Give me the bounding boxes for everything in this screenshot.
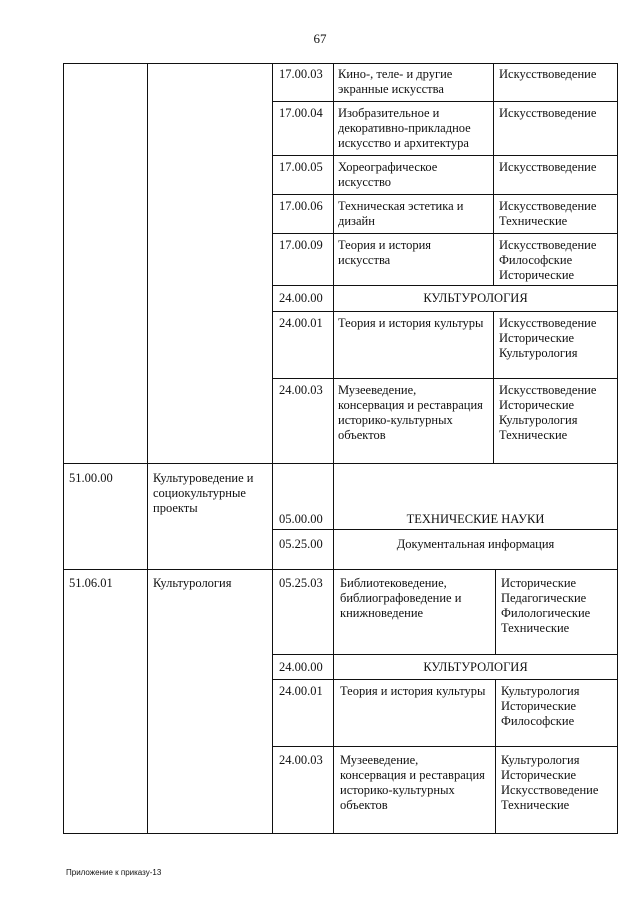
- table-border-right: [617, 63, 618, 833]
- science-branch-cell: Искусствоведение Философские Исторические: [499, 238, 597, 282]
- science-branch-cell: Культурология Исторические Философские: [501, 684, 580, 728]
- row-divider: [272, 194, 618, 195]
- specialty-code-cell: 51.06.01: [69, 576, 113, 590]
- column-divider-spec: [147, 63, 148, 833]
- science-branch-cell: Искусствоведение: [499, 160, 597, 174]
- column-divider-science: [493, 311, 494, 463]
- code-cell: 05.00.00: [279, 512, 323, 526]
- row-divider: [272, 529, 618, 530]
- row-divider: [272, 679, 618, 680]
- row-divider: [272, 311, 618, 312]
- row-divider: [272, 746, 618, 747]
- discipline-name-cell: Теория и история искусства: [338, 238, 432, 267]
- row-divider: [272, 654, 618, 655]
- section-divider: [63, 569, 618, 570]
- row-divider: [272, 155, 618, 156]
- science-branch-cell: Искусствоведение Исторические Культурология Технические: [499, 383, 597, 442]
- group-heading: ТЕХНИЧЕСКИЕ НАУКИ: [406, 512, 545, 526]
- code-cell: 17.00.05: [279, 160, 323, 174]
- code-cell: 17.00.03: [279, 67, 323, 81]
- row-divider: [272, 233, 618, 234]
- table-border-left: [63, 63, 64, 833]
- column-divider-code: [272, 63, 273, 833]
- science-branch-cell: Исторические Педагогические Филологические Технические: [501, 576, 591, 635]
- code-cell: 24.00.00: [279, 660, 323, 674]
- code-cell: 24.00.01: [279, 316, 323, 330]
- science-branch-cell: Искусствоведение Технические: [499, 199, 597, 228]
- specialty-name-cell: Культуроведение и социокультурные проекты: [153, 471, 254, 515]
- column-divider-science: [495, 569, 496, 654]
- column-divider-science: [493, 63, 494, 285]
- group-heading: КУЛЬТУРОЛОГИЯ: [423, 291, 528, 305]
- code-cell: 05.25.00: [279, 537, 323, 551]
- table-border-bottom: [63, 833, 618, 834]
- column-divider-name: [333, 63, 334, 833]
- row-divider: [272, 378, 618, 379]
- discipline-name-cell: Библиотековедение, библиографоведение и книжноведение: [340, 576, 462, 620]
- science-branch-cell: Искусствоведение: [499, 106, 597, 120]
- section-divider: [63, 463, 618, 464]
- group-heading: Документальная информация: [396, 537, 555, 551]
- code-cell: 17.00.06: [279, 199, 323, 213]
- discipline-name-cell: Музееведение, консервация и реставрация историко-культурных объектов: [340, 753, 485, 812]
- science-branch-cell: Искусствоведение Исторические Культурология: [499, 316, 597, 360]
- discipline-name-cell: Техническая эстетика и дизайн: [338, 199, 464, 228]
- code-cell: 24.00.03: [279, 383, 323, 397]
- discipline-name-cell: Теория и история культуры: [338, 316, 484, 330]
- group-heading: КУЛЬТУРОЛОГИЯ: [423, 660, 528, 674]
- code-cell: 24.00.00: [279, 291, 323, 305]
- discipline-name-cell: Кино-, теле- и другие экранные искусства: [338, 67, 453, 96]
- specialty-code-cell: 51.00.00: [69, 471, 113, 485]
- row-divider: [272, 285, 618, 286]
- discipline-name-cell: Теория и история культуры: [340, 684, 486, 698]
- code-cell: 24.00.01: [279, 684, 323, 698]
- science-branch-cell: Искусствоведение: [499, 67, 597, 81]
- footer-note: Приложение к приказу-13: [66, 868, 162, 877]
- code-cell: 05.25.03: [279, 576, 323, 590]
- specialty-name-cell: Культурология: [153, 576, 232, 590]
- code-cell: 17.00.09: [279, 238, 323, 252]
- row-divider: [272, 101, 618, 102]
- discipline-name-cell: Изобразительное и декоративно-прикладное искусство и архитектура: [338, 106, 471, 150]
- specialty-table: [63, 63, 618, 833]
- page-number: 67: [313, 31, 327, 46]
- column-divider-science: [495, 679, 496, 833]
- discipline-name-cell: Музееведение, консервация и реставрация историко-культурных объектов: [338, 383, 483, 442]
- discipline-name-cell: Хореографическое искусство: [338, 160, 438, 189]
- code-cell: 17.00.04: [279, 106, 323, 120]
- code-cell: 24.00.03: [279, 753, 323, 767]
- science-branch-cell: Культурология Исторические Искусствоведение Технические: [501, 753, 599, 812]
